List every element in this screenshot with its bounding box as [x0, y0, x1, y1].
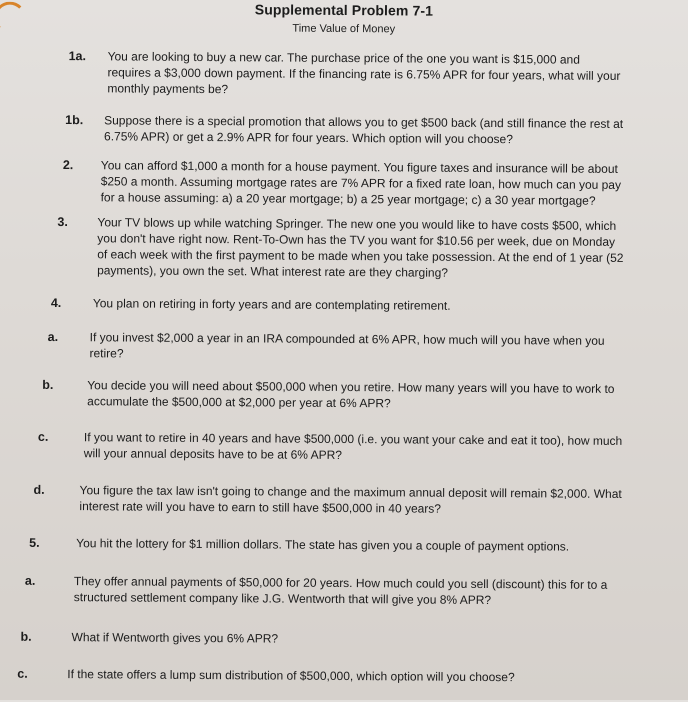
question-text: If you want to retire in 40 years and have $500,000 (i.e. you want your cake and eat it too), how much will your annual deposits have to be at 6% APR? [83, 430, 623, 462]
question-number: 4. [50, 295, 62, 311]
question-number: 3. [57, 215, 68, 230]
page-subtitle: Time Value of Money [292, 22, 396, 36]
question-text: If you invest $2,000 a year in an IRA compounded at 6% APR, how much will you have when you retire? [89, 330, 605, 361]
question-number: 2. [62, 158, 74, 173]
question-text: You can afford $1,000 a month for a house payment. You figure taxes and insurance will be about $250 a month. Assuming mortgage rates are 7% APR for a fixed rate loan, how much can you pay for a house assuming: a) a 20 year mortgage; b) a 25 year mortgage; c) a 30 year mortgage? [100, 158, 622, 208]
question-number: c. [37, 429, 49, 444]
question-text: Your TV blows up while watching Springer. The new one you would like to have costs $500, which you don't have right now. Rent-To-Own has the TV you want for $10.56 per week, due on Monday of each week with the first payment to be made when you take possession. At the end of 1 year (52 payments), you own the set. What interest rate are they charging? [97, 215, 624, 280]
question-text: What if Wentworth gives you 6% APR? [71, 630, 279, 646]
question-text: If the state offers a lump sum distribution of $500,000, which option will you choose? [67, 667, 515, 685]
question-number: a. [47, 329, 59, 345]
question-number: 1b. [65, 113, 84, 128]
question-text: You are looking to buy a new car. The purchase price of the one you want is $15,000 and requires a $3,000 down payment. If the financing rate is 6.75% APR for four years, what will your monthly payments be? [107, 49, 621, 97]
question-number: a. [24, 573, 36, 588]
question-text: Suppose there is a special promotion that allows you to get $500 back (and still finance the rest at 6.75% APR) or get a 2.9% APR for four years. Which option will you choose? [103, 113, 624, 147]
question-text: You hit the lottery for $1 million dollars. The state has given you a couple of payment options. [76, 536, 570, 554]
question-number: b. [20, 629, 32, 644]
page-title: Supplemental Problem 7-1 [254, 1, 434, 19]
question-number: 1a. [68, 49, 87, 64]
question-text: You decide you will need about $500,000 when you retire. How many years will you have to work to accumulate the $500,000 at $2,000 per year at 6% APR? [87, 378, 615, 411]
question-number: c. [17, 666, 28, 681]
question-text: You plan on retiring in forty years and are contemplating retirement. [92, 296, 451, 313]
question-text: You figure the tax law isn't going to change and the maximum annual deposit will remain $2,000. What interest rate will you have to earn to still have $500,000 in 40 years? [79, 483, 622, 516]
question-number: b. [42, 377, 54, 392]
question-number: d. [33, 482, 45, 497]
question-text: They offer annual payments of $50,000 for 20 years. How much could you sell (discount) this for to a structured settlement company like J.G. Wentworth that will give you 8% APR? [73, 574, 608, 608]
question-number: 5. [29, 535, 40, 550]
